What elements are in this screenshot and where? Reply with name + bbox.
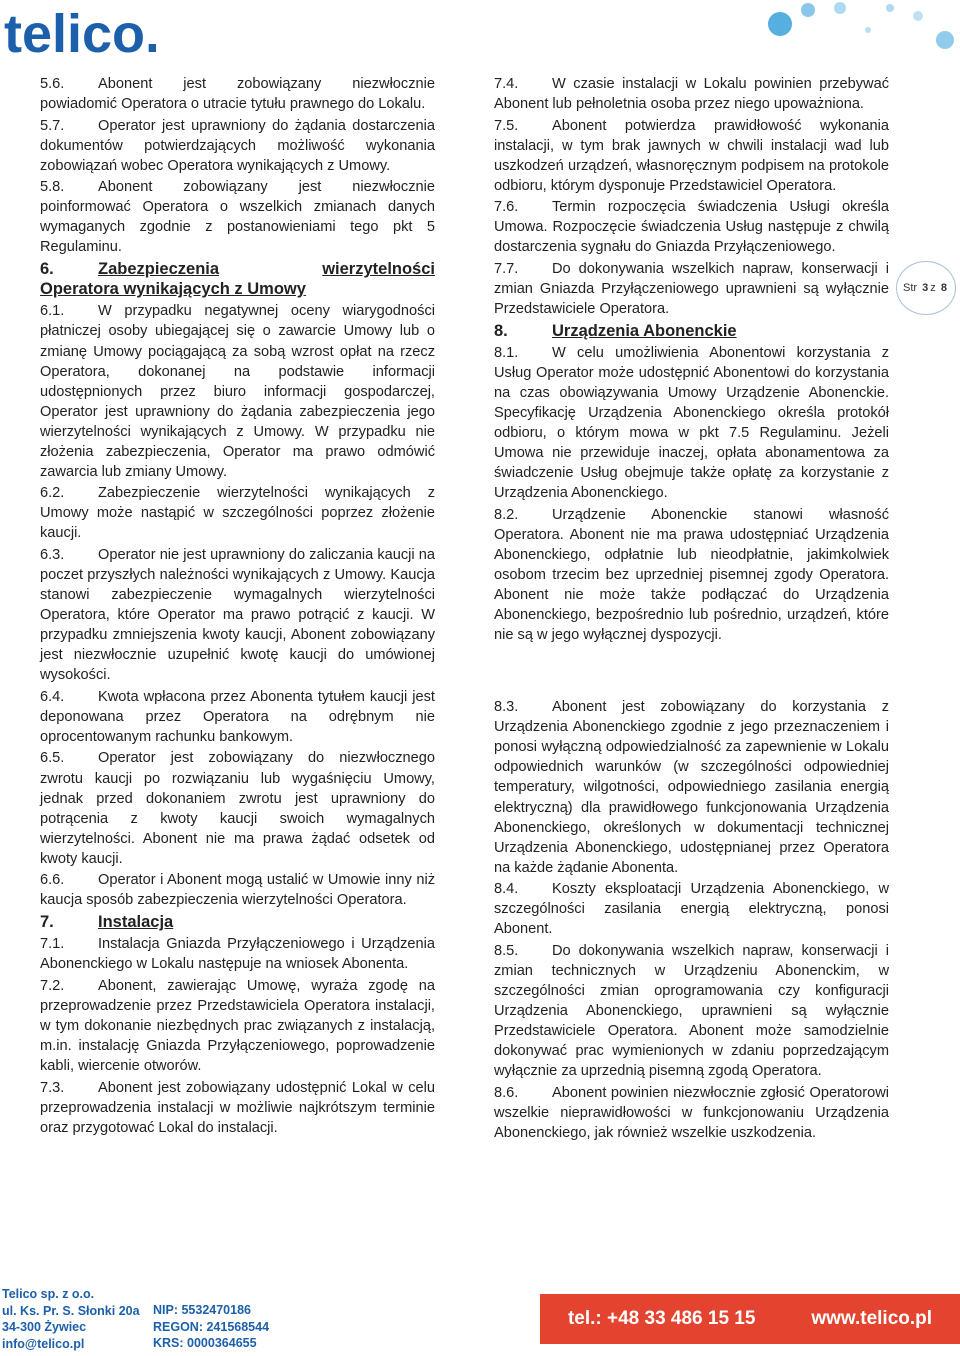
footer-address [2, 1286, 140, 1352]
clause-8-6: 8.6. Abonent powinien niezwłocznie zgłosić Operatorowi wszelkie nieprawidłowości w funkcjonowaniu Urządzenia Abonenckiego, jak również wszelkie uszkodzenia. [494, 1084, 889, 1141]
clause-7-7: 7.7. Do dokonywania wszelkich napraw, konserwacji i zmian Gniazda Przyłączeniowego uprawnieni są wyłącznie Przedstawiciele Operatora. [494, 260, 889, 318]
telico-logo-mark [4, 4, 156, 60]
clause-8-4: 8.4. Koszty eksploatacji Urządzenia Abonenckiego, w szczególności zasilania energią elektryczną, ponosi Abonent. [494, 881, 889, 938]
telico-logo [4, 4, 156, 60]
footer-phone[interactable]: tel.: +48 33 486 15 15 [567, 1308, 756, 1329]
clause-6-2: 6.2. Zabezpieczenie wierzytelności wynikających z Umowy może nastąpić w szczególności poprzez złożenie kaucji. [40, 485, 435, 542]
logo-text: telico. [4, 4, 156, 60]
footer-street: ul. Ks. Pr. S. Słonki 20a [2, 1303, 140, 1318]
page-prefix: Str [903, 282, 918, 294]
footer-company: Telico sp. z o.o. [2, 1287, 95, 1301]
section-6-heading: 6. Zabezpieczenia wierzytelności Operatora wynikających z Umowy [40, 260, 435, 299]
footer-krs: KRS: 0000364655 [153, 1336, 257, 1350]
left-column [40, 74, 435, 1139]
section-7-heading: 7. Instalacja [40, 913, 174, 932]
clause-7-3: 7.3. Abonent jest zobowiązany udostępnić Lokal w celu przeprowadzenia instalacji w możliwie najkrótszym terminie oraz przygotować Lokal do instalacji. [40, 1079, 435, 1136]
page-total: 8 [940, 282, 947, 294]
clause-6-5: 6.5. Operator jest zobowiązany do niezwłocznego zwrotu kaucji po rozwiązaniu lub wygaśnięciu Umowy, jednak przed dokonaniem zwrotu jest uprawniony do potrącenia z kwoty kaucji swoich wymagalnych wierzytelności. Abonent nie ma prawa żądać odsetek od kwoty kaucji. [40, 750, 435, 867]
footer-nip: NIP: 5532470186 [153, 1303, 251, 1317]
clause-6-3: 6.3. Operator nie jest uprawniony do zaliczania kaucji na poczet przyszłych należności wynikających z Umowy. Kaucja stanowi zabezpieczenie wymagalnych wierzytelności Operatora, które Operator ma prawo potrącić z kaucji. W przypadku zmniejszenia kwoty kaucji, Abonent zobowiązany jest niezwłocznie uzupełnić kwotę kaucji do umówionej wysokości. [40, 546, 435, 684]
clause-8-2: 8.2. Urządzenie Abonenckie stanowi własność Operatora. Abonent nie ma prawa udostępniać Urządzenia Abonenckiego, odpłatnie lub nieodpłatnie, jakimkolwiek osobom trzecim bez uprzedniej pisemnej zgody Operatora. Abonent nie może także podłączać do Urządzenia Abonenckiego, bezpośrednio lub pośrednio, urządzeń, które nie są w jego wyłącznej dyspozycji. [494, 506, 889, 644]
clause-6-6: 6.6. Operator i Abonent mogą ustalić w Umowie inny niż kaucja sposób zabezpieczenia wierzytelności Operatora. [40, 872, 435, 909]
section-8-heading: 8. Urządzenia Abonenckie [494, 322, 737, 341]
clause-6-1: 6.1. W przypadku negatywnej oceny wiarygodności płatniczej osoby ubiegającej się o zawarcie Umowy lub o zmianę Umowy pociągającą za sobą wzrost opłat na rzecz Operatora, dokonanej na podstawie informacji udostępnionych przez biuro informacji gospodarczej, Operator jest uprawniony do żądania zabezpieczenia jego wierzytelności wynikających z Umowy. W przypadku nie złożenia zabezpieczenia, Operator ma prawo odmówić zawarcia lub zmiany Umowy. [40, 303, 435, 480]
page-number-badge [896, 261, 956, 315]
footer-regon: REGON: 241568544 [153, 1319, 270, 1334]
decorative-dots [740, 0, 960, 70]
clause-7-2: 7.2. Abonent, zawierając Umowę, wyraża zgodę na przeprowadzenie przez Przedstawiciela Operatora instalacji, w tym dokonanie niezbędnych prac związanych z instalacją, m.in. instalację Gniazda Przyłączeniowego, poprowadzenie kabli, wiercenie otworów. [40, 977, 435, 1075]
clause-5-6: 5.6. Abonent jest zobowiązany niezwłocznie powiadomić Operatora o utracie tytułu prawnego do Lokalu. [40, 76, 435, 113]
clause-5-8: 5.8. Abonent zobowiązany jest niezwłocznie poinformować Operatora o wszelkich zmianach danych wymaganych zgodnie z postanowieniami tego pkt 5 Regulaminu. [40, 179, 435, 256]
right-column [494, 74, 889, 1144]
footer-contact-bar [540, 1294, 960, 1344]
footer-registry [153, 1302, 269, 1352]
clause-7-5: 7.5. Abonent potwierdza prawidłowość wykonania instalacji, w tym brak jawnych w chwili instalacji wad lub uszkodzeń urządzeń, własnoręcznym podpisem na protokole odbioru, którym dysponuje Przedstawiciel Operatora. [494, 117, 889, 194]
clause-7-6: 7.6. Termin rozpoczęcia świadczenia Usługi określa Umowa. Rozpoczęcie świadczenia Usług następuje z chwilą dostarczenia sygnału do Gniazda Przyłączeniowego. [494, 199, 889, 256]
footer-email[interactable]: info@telico.pl [2, 1336, 85, 1351]
clause-8-3: 8.3. Abonent jest zobowiązany do korzystania z Urządzenia Abonenckiego zgodnie z jego przeznaczeniem i ponosi wyłączną odpowiedzialność za zapewnienie w Lokalu odpowiednich warunków (w szczególności odpowiedniej temperatury, wilgotności, odpowiedniego zasilania energią elektryczną) dla prawidłowego funkcjonowania Urządzenia Abonenckiego, określonych w dokumentacji technicznej Urządzenia Abonenckiego, udostępnianej przez Operatora na każde żądanie Abonenta. [494, 699, 889, 876]
clause-5-7: 5.7. Operator jest uprawniony do żądania dostarczenia dokumentów potwierdzających możliwość wykonania zobowiązań wobec Operatora wynikających z Umowy. [40, 117, 435, 174]
page-current: 3 [922, 282, 929, 294]
footer-website-link[interactable]: www.telico.pl [811, 1308, 933, 1329]
page-sep: z [930, 282, 936, 294]
clause-7-1: 7.1. Instalacja Gniazda Przyłączeniowego i Urządzenia Abonenckiego w Lokalu następuje na wniosek Abonenta. [40, 936, 435, 973]
clause-8-1: 8.1. W celu umożliwienia Abonentowi korzystania z Usług Operator może udostępnić Abonentowi do korzystania na czas obowiązywania Umowy Urządzenie Abonenckie. Specyfikację Urządzenia Abonenckiego określa protokół odbioru, o którym mowa w pkt 7.5 Regulaminu. Jeżeli Umowa nie przewiduje inaczej, opłata abonamentowa za świadczenie Usług obejmuje także opłatę za korzystanie z Urządzenia Abonenckiego. [494, 345, 889, 502]
clause-6-4: 6.4. Kwota wpłacona przez Abonenta tytułem kaucji jest deponowana przez Operatora na odrębnym nie oprocentowanym rachunku bankowym. [40, 688, 435, 745]
footer-city: 34-300 Żywiec [2, 1320, 87, 1334]
clause-8-5: 8.5. Do dokonywania wszelkich napraw, konserwacji i zmian technicznych w Urządzeniu Abonenckim, w szczególności zmian oprogramowania czy konfiguracji Urządzenia Abonenckiego, uprawnieni są wyłącznie Przedstawiciele Operatora. Abonent może samodzielnie dokonywać prac wymienionych w zdaniu poprzedzającym wyłącznie za uprzednią pisemną zgodą Operatora. [494, 942, 889, 1080]
clause-7-4: 7.4. W czasie instalacji w Lokalu powinien przebywać Abonent lub pełnoletnia osoba przez niego upoważniona. [494, 76, 889, 113]
